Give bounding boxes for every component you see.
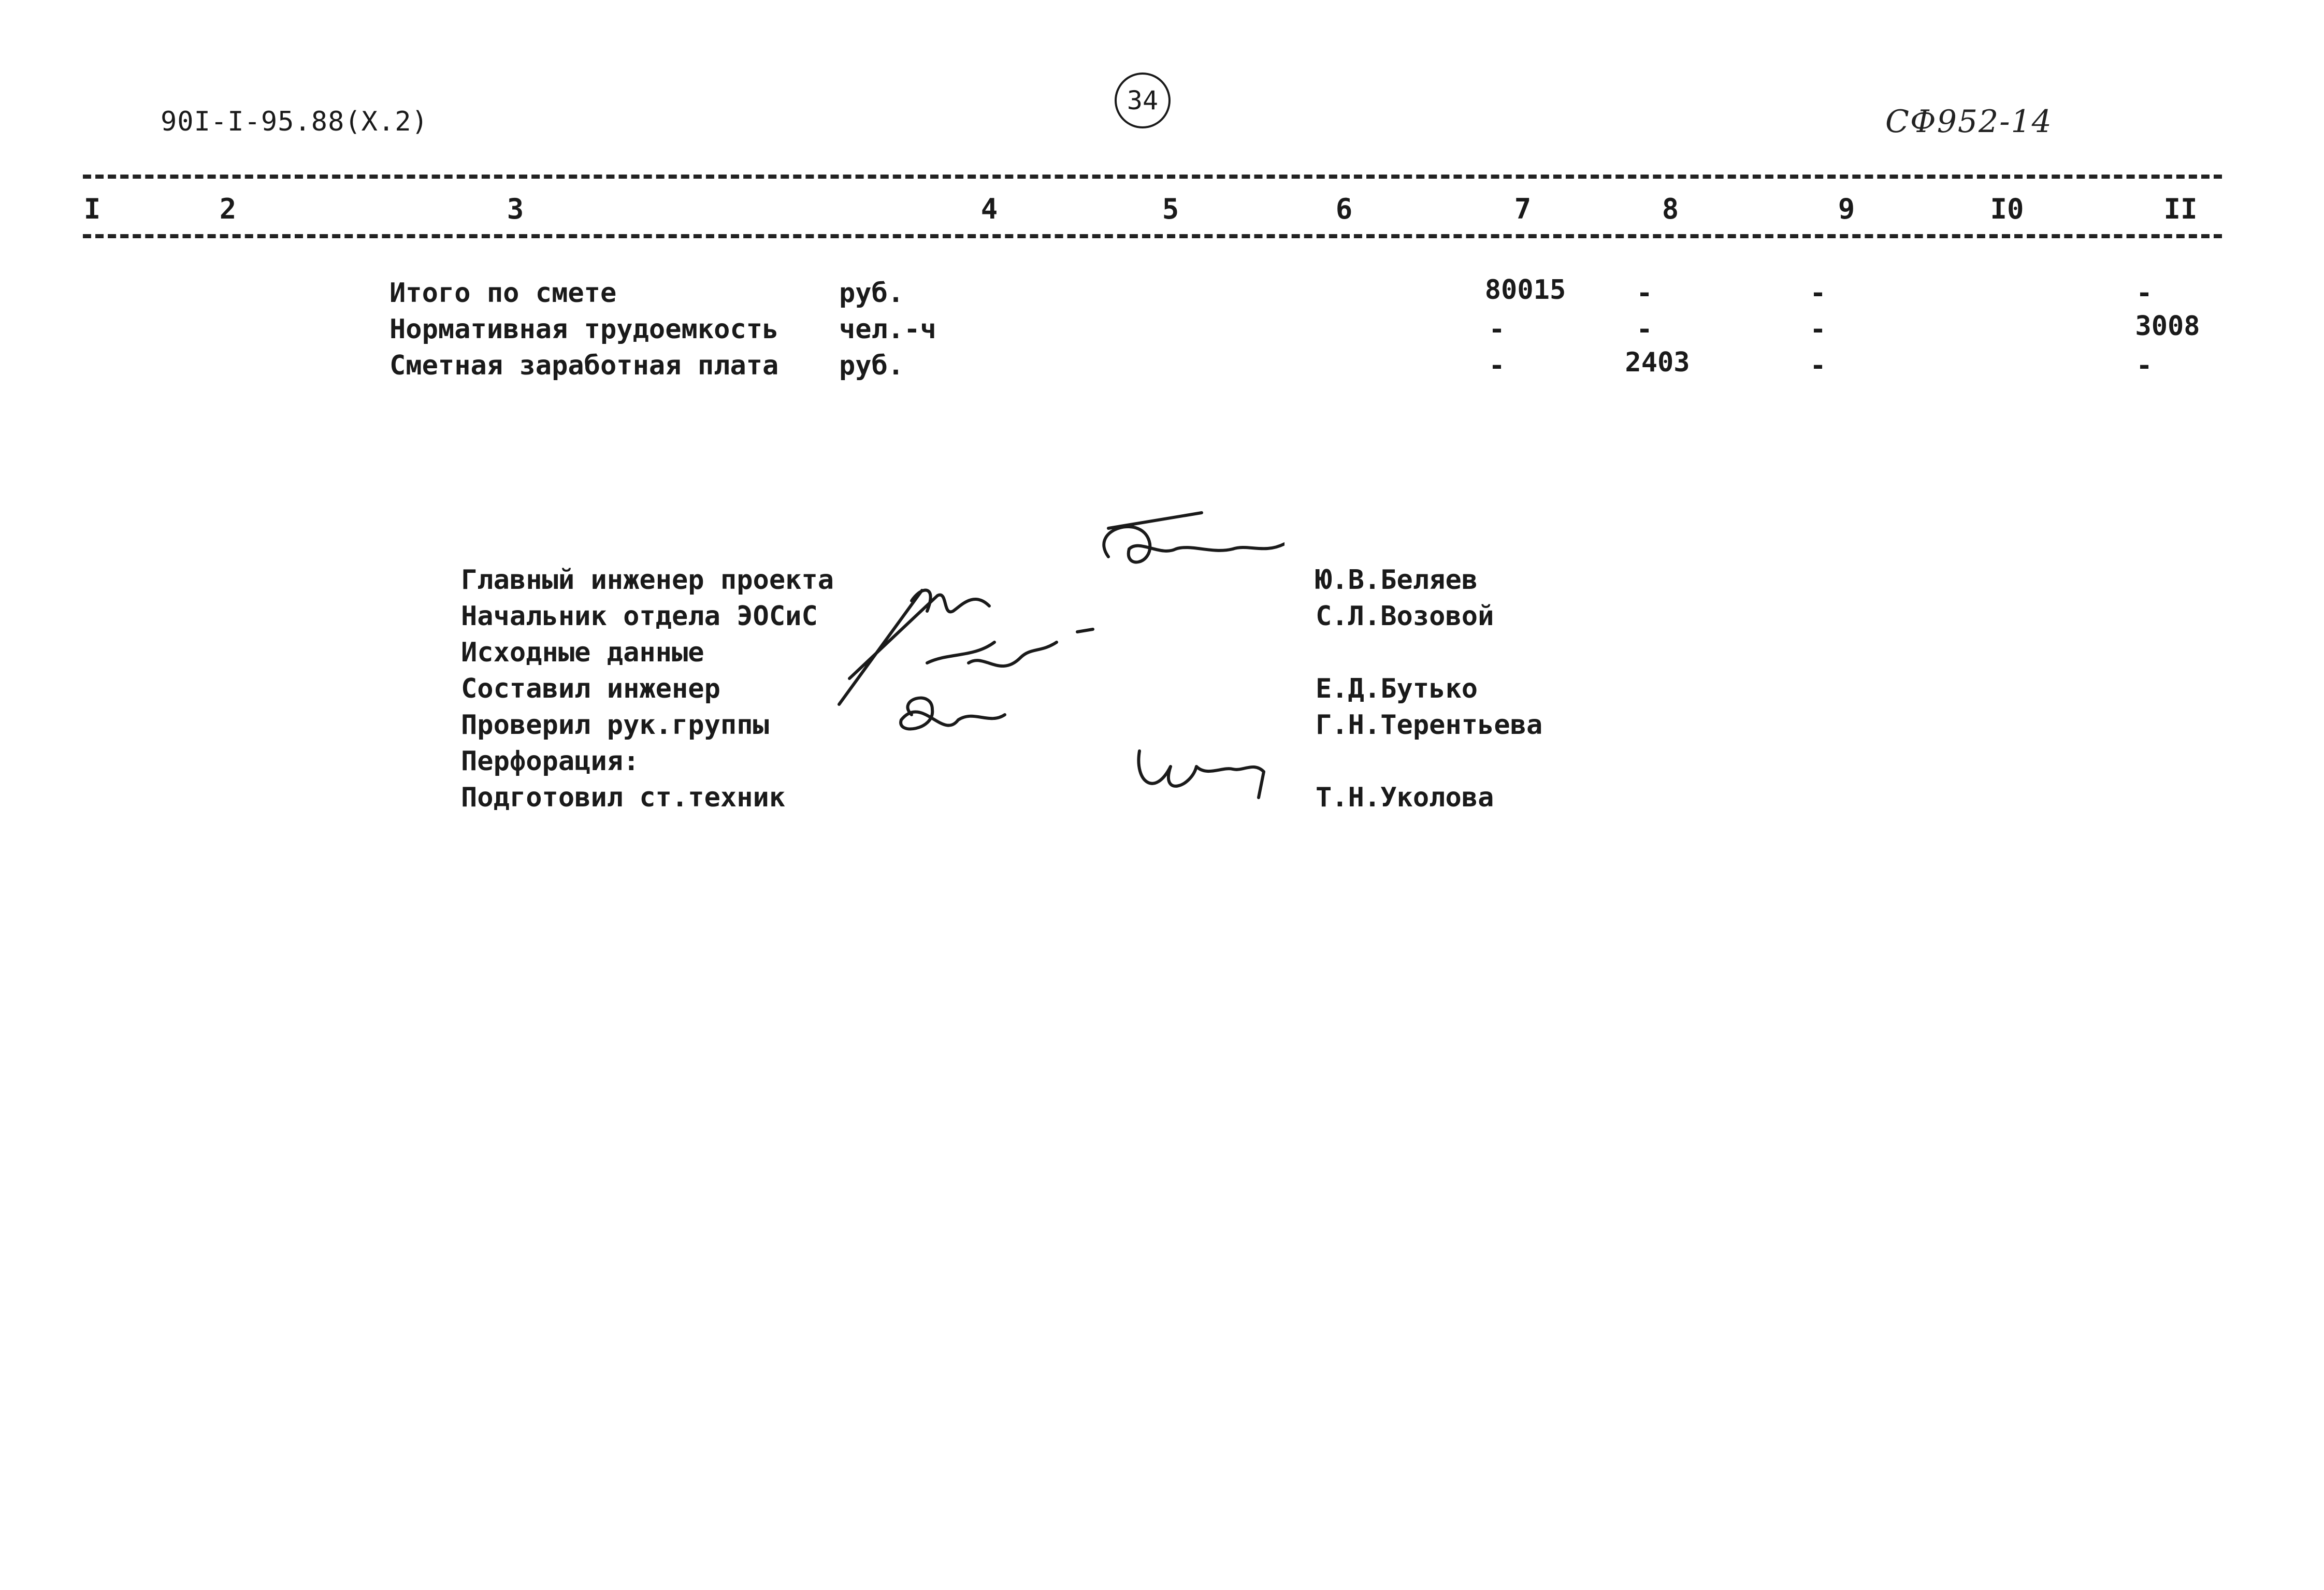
signatory-name: С.Л.Возовой: [1316, 601, 1494, 632]
summary-row-label: Нормативная трудоемкость: [389, 314, 779, 345]
signature-role: Начальник отдела ЭОСиС: [461, 601, 818, 632]
signature-vozovoy: [839, 590, 989, 704]
column-number-4: 4: [980, 193, 998, 225]
summary-row-col8: -: [1636, 314, 1653, 345]
column-number-10: I0: [1990, 193, 2024, 225]
summary-row-unit: руб.: [839, 350, 904, 381]
column-number-5: 5: [1162, 193, 1179, 225]
signature-ukolova: [1138, 751, 1264, 798]
signature-role: Перфорация:: [461, 746, 640, 777]
summary-row-col9: -: [1810, 314, 1826, 345]
summary-row-col7: -: [1489, 350, 1505, 381]
handwritten-signatures: [818, 508, 1284, 829]
summary-row-col9: -: [1810, 278, 1826, 309]
column-number-11: II: [2163, 193, 2198, 225]
summary-row-unit: чел.-ч: [839, 314, 936, 345]
column-number-3: 3: [507, 193, 524, 225]
summary-row-unit: руб.: [839, 278, 904, 309]
page-number-circle: 34: [1115, 73, 1171, 128]
signature-beliaev: [1104, 513, 1284, 562]
summary-row-col8: -: [1636, 278, 1653, 309]
dashed-rule-top: [83, 175, 2222, 179]
summary-row-col7: 80015: [1484, 274, 1566, 306]
signature-role: Главный инженер проекта: [461, 565, 834, 596]
summary-row-label: Сметная заработная плата: [389, 350, 779, 381]
column-number-7: 7: [1514, 193, 1532, 225]
signatory-name: Г.Н.Терентьева: [1316, 710, 1543, 741]
column-number-8: 8: [1662, 193, 1679, 225]
signature-butko: [927, 629, 1093, 666]
summary-row-col11: -: [2136, 278, 2153, 309]
column-number-6: 6: [1335, 193, 1353, 225]
signature-role: Исходные данные: [461, 637, 704, 668]
summary-row-label: Итого по смете: [389, 278, 617, 309]
signatory-name: Ю.В.Беляев: [1316, 565, 1478, 596]
signatory-name: Т.Н.Уколова: [1316, 782, 1494, 813]
summary-row-col11: 3008: [2135, 311, 2200, 342]
signature-role: Подготовил ст.техник: [461, 782, 786, 813]
summary-row-col7: -: [1489, 314, 1505, 345]
column-number-2: 2: [219, 193, 237, 225]
signatory-name: Е.Д.Бутько: [1316, 673, 1478, 704]
column-number-1: I: [83, 193, 101, 225]
summary-row-col11: -: [2136, 350, 2153, 381]
archive-mark: СФ952-14: [1885, 104, 2053, 140]
column-number-9: 9: [1838, 193, 1855, 225]
summary-row-col8: 2403: [1625, 347, 1690, 378]
signature-role: Проверил рук.группы: [461, 710, 769, 741]
document-code: 90I-I-95.88(X.2): [161, 106, 428, 137]
signature-role: Составил инженер: [461, 673, 720, 704]
signature-terentieva: [901, 698, 1005, 729]
dashed-rule-bottom: [83, 234, 2222, 238]
summary-row-col9: -: [1810, 350, 1826, 381]
